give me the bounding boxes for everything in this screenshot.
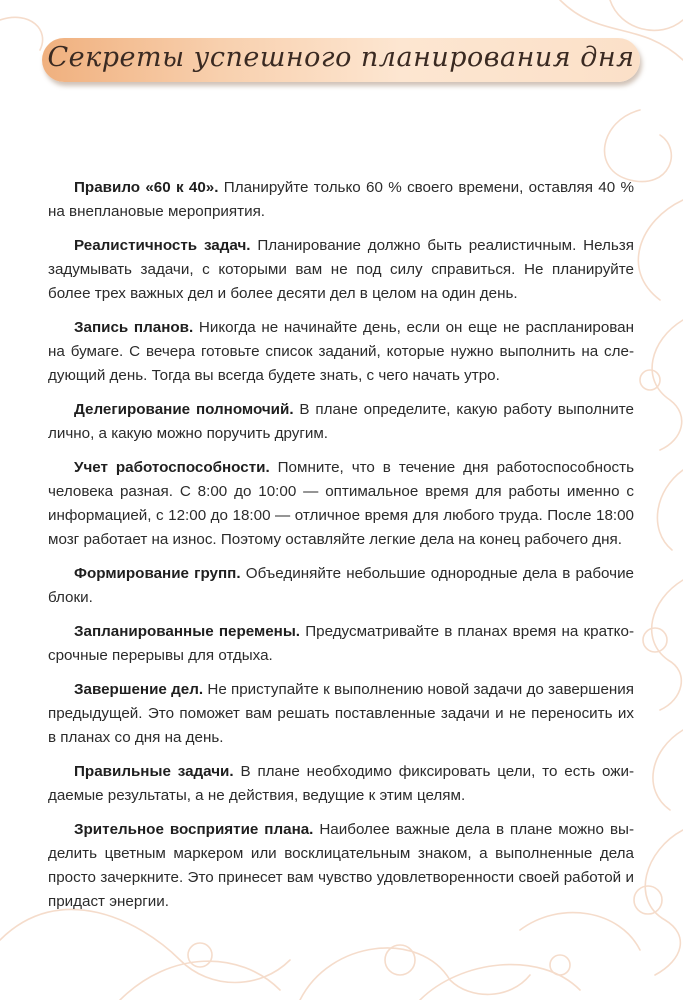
paragraph-text: Планируйте только 60 % своего времени, оставляя 40 % на внеплановые мероприятия. bbox=[48, 179, 634, 220]
paragraph-text: Помните, что в течение дня работоспособность человека разная. С 8:00 до 10:00 — оптимальное время для работы именно с информацией, с 12:00 до 18:00 — отличное время для любого труда. После 18:00 мозг работает на износ. Поэтому оставляйте легкие дела на конец рабочего дня. bbox=[48, 459, 634, 548]
paragraph-text: Объединяйте небольшие однородные дела в рабочие блоки. bbox=[48, 565, 634, 606]
paragraph bbox=[48, 234, 634, 306]
paragraph-text: Наиболее важные дела в плане можно выделить цветным маркером или восклицательным знаком, а выполненные дела просто зачеркните. Это принесет вам чувство удовлетворенности своей работой и придаст энергии. bbox=[48, 821, 634, 910]
page-title: Секреты успешного планирования дня bbox=[47, 42, 635, 73]
paragraph bbox=[48, 620, 634, 668]
paragraph-text: Не приступайте к выполнению новой задачи до завершения предыдущей. Это поможет вам решать поставленные задачи и не переносить их в планах со дня на день. bbox=[48, 681, 634, 746]
paragraph bbox=[48, 456, 634, 552]
paragraph-heading: Правило «60 к 40». bbox=[74, 179, 219, 196]
paragraph-heading: Формирование групп. bbox=[74, 565, 241, 582]
paragraph bbox=[48, 678, 634, 750]
paragraph-heading: Запланированные перемены. bbox=[74, 623, 301, 640]
paragraph-heading: Делегирование полномочий. bbox=[74, 401, 294, 418]
paragraph bbox=[48, 398, 634, 446]
paragraph bbox=[48, 562, 634, 610]
paragraph bbox=[48, 760, 634, 808]
paragraph-heading: Правильные задачи. bbox=[74, 763, 234, 780]
paragraph-heading: Реалистичность задач. bbox=[74, 237, 251, 254]
paragraph-text: Никогда не начинайте день, если он еще не распланирован на бумаге. С вечера готовьте список заданий, которые нужно выполнить на следующий день. Тогда вы всегда будете знать, с чего начать утро. bbox=[48, 319, 635, 384]
paragraph bbox=[48, 316, 634, 388]
paragraph-text: В плане определите, какую работу выполните лично, а какую можно поручить другим. bbox=[48, 401, 634, 442]
paragraph-text: В плане необходимо фиксировать цели, то есть ожидаемые результаты, а не действия, ведущие к этим целям. bbox=[48, 763, 634, 804]
paragraph-text: Предусматривайте в планах время на краткосрочные перерывы для отдыха. bbox=[48, 623, 635, 664]
paragraph-text: Планирование должно быть реалистичным. Нельзя задумывать задачи, с которыми вам не под силу справиться. Не планируйте более трех важных дел и более десяти дел в целом на один день. bbox=[48, 237, 634, 302]
paragraph-heading: Завершение дел. bbox=[74, 681, 204, 698]
paragraph-heading: Запись планов. bbox=[74, 319, 194, 336]
paragraph-heading: Зрительное восприятие плана. bbox=[74, 821, 314, 838]
paragraph bbox=[48, 176, 634, 224]
paragraph-heading: Учет работоспособности. bbox=[74, 459, 270, 476]
title-banner bbox=[42, 38, 640, 82]
paragraph bbox=[48, 818, 634, 914]
article-body bbox=[48, 176, 634, 924]
